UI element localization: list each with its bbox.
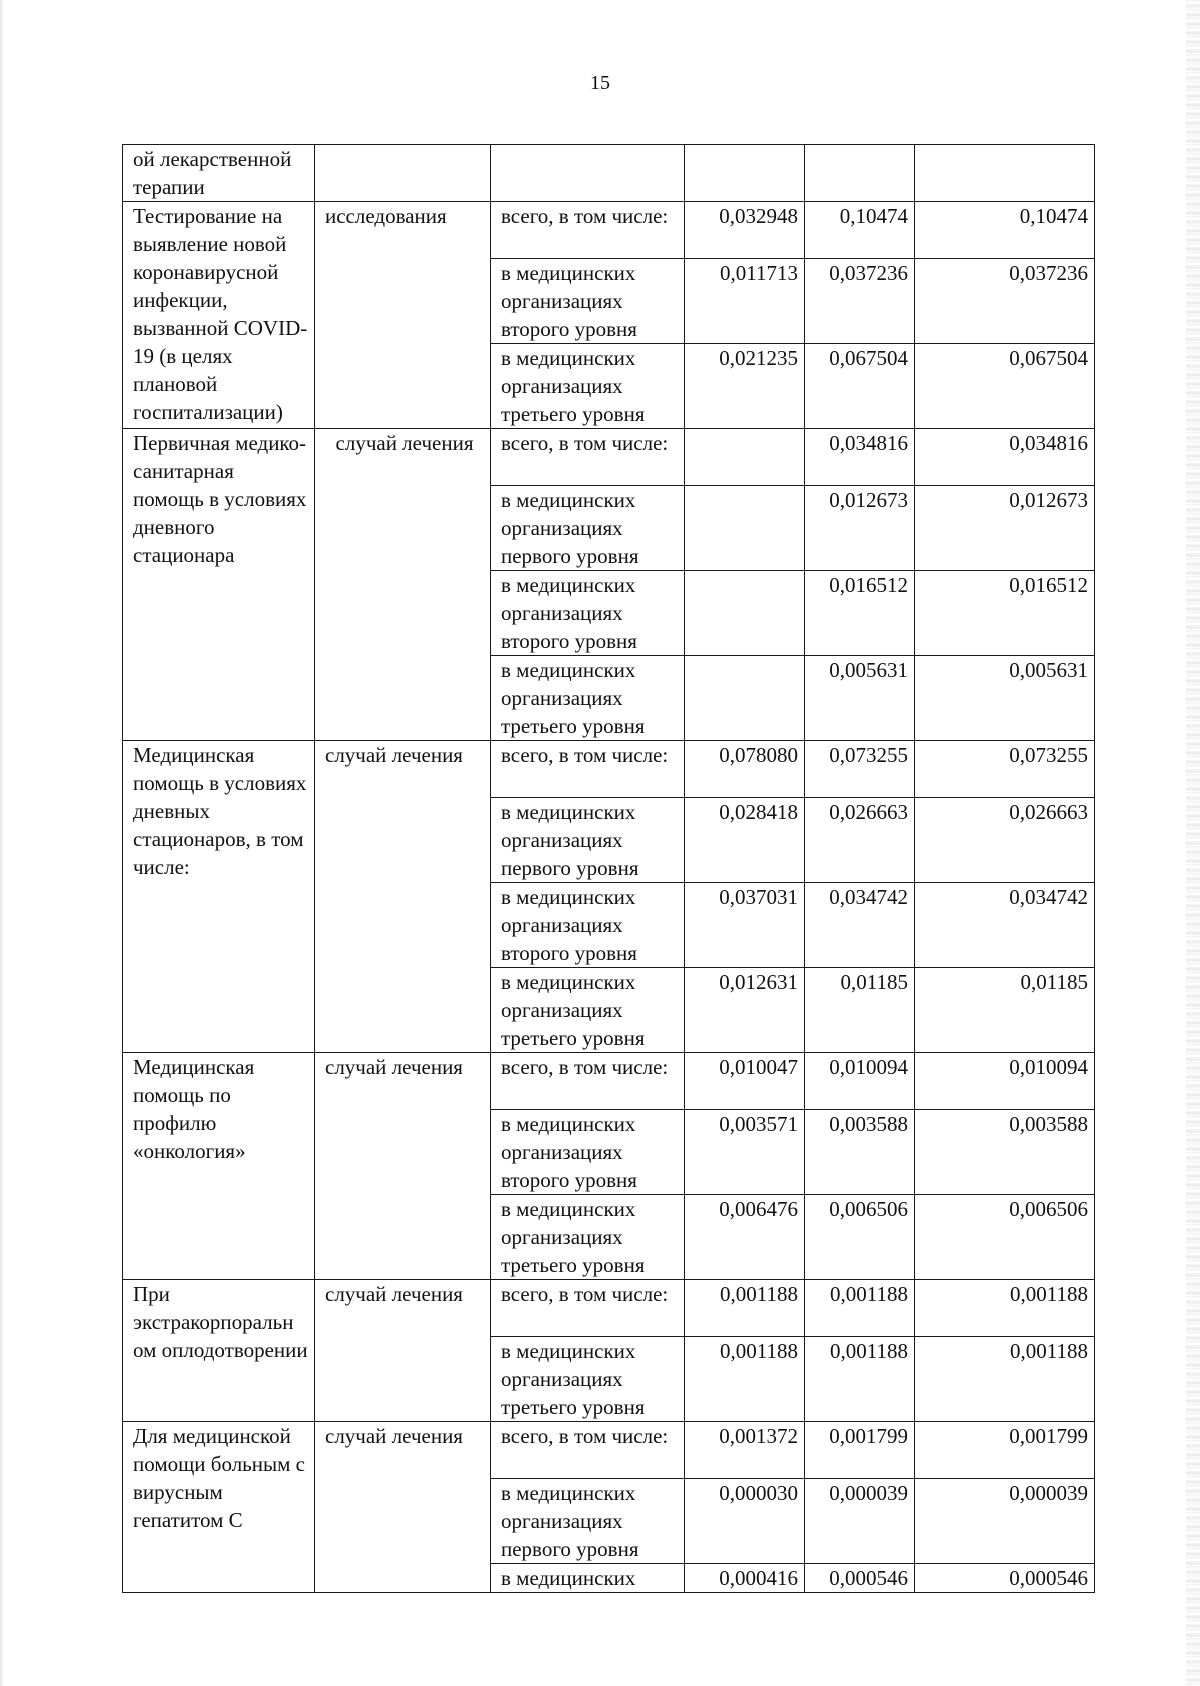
value-cell: 0,073255 xyxy=(915,741,1095,798)
value-cell: 0,000030 xyxy=(685,1479,805,1564)
value-cell: 0,034742 xyxy=(915,883,1095,968)
metric-label: в медицинских организациях первого уровня xyxy=(491,798,685,883)
value-cell: 0,000039 xyxy=(915,1479,1095,1564)
table-row xyxy=(123,202,1095,259)
unit-cell: случай лечения xyxy=(315,429,491,741)
value-cell: 0,001188 xyxy=(915,1337,1095,1422)
section-name: При экстракорпоральн ом оплодотворении xyxy=(123,1280,315,1422)
value-cell: 0,026663 xyxy=(805,798,915,883)
value-cell: 0,006476 xyxy=(685,1195,805,1280)
table-row xyxy=(123,1422,1095,1479)
value-cell: 0,003588 xyxy=(805,1110,915,1195)
unit-cell: исследования xyxy=(315,202,491,429)
scan-edge-right xyxy=(1186,0,1200,1686)
value-cell: 0,028418 xyxy=(685,798,805,883)
value-cell: 0,000416 xyxy=(685,1564,805,1593)
metric-label xyxy=(491,145,685,202)
metric-label: в медицинских организациях второго уровня xyxy=(491,259,685,344)
unit-cell: случай лечения xyxy=(315,1053,491,1280)
section-name: ой лекарственной терапии xyxy=(123,145,315,202)
value-cell: 0,067504 xyxy=(805,344,915,429)
value-cell: 0,006506 xyxy=(805,1195,915,1280)
value-cell: 0,034816 xyxy=(805,429,915,486)
metric-label: всего, в том числе: xyxy=(491,1053,685,1110)
section-name: Медицинская помощь в условиях дневных стационаров, в том числе: xyxy=(123,741,315,1053)
value-cell: 0,078080 xyxy=(685,741,805,798)
metric-label: в медицинских организациях второго уровня xyxy=(491,571,685,656)
section-name: Первичная медико-санитарная помощь в условиях дневного стационара xyxy=(123,429,315,741)
unit-cell: случай лечения xyxy=(315,1280,491,1422)
norms-table xyxy=(122,144,1095,1593)
value-cell: 0,037236 xyxy=(805,259,915,344)
value-cell: 0,001188 xyxy=(685,1337,805,1422)
section-name: Медицинская помощь по профилю «онкология» xyxy=(123,1053,315,1280)
table-row xyxy=(123,145,1095,202)
value-cell: 0,01185 xyxy=(805,968,915,1053)
metric-label: в медицинских организациях третьего уровня xyxy=(491,1337,685,1422)
value-cell: 0,012673 xyxy=(915,486,1095,571)
value-cell: 0,010094 xyxy=(915,1053,1095,1110)
table-row xyxy=(123,1053,1095,1110)
metric-label: в медицинских организациях третьего уровня xyxy=(491,656,685,741)
value-cell: 0,005631 xyxy=(805,656,915,741)
value-cell: 0,016512 xyxy=(915,571,1095,656)
metric-label: в медицинских организациях третьего уровня xyxy=(491,1195,685,1280)
metric-label: в медицинских организациях первого уровня xyxy=(491,486,685,571)
metric-label: всего, в том числе: xyxy=(491,429,685,486)
value-cell xyxy=(915,145,1095,202)
section-name: Для медицинской помощи больным с вирусным гепатитом С xyxy=(123,1422,315,1593)
value-cell: 0,10474 xyxy=(805,202,915,259)
value-cell xyxy=(805,145,915,202)
value-cell: 0,021235 xyxy=(685,344,805,429)
metric-label: в медицинских организациях третьего уровня xyxy=(491,968,685,1053)
value-cell: 0,034742 xyxy=(805,883,915,968)
page-number: 15 xyxy=(590,72,610,94)
metric-label: всего, в том числе: xyxy=(491,202,685,259)
metric-label: всего, в том числе: xyxy=(491,741,685,798)
value-cell: 0,000039 xyxy=(805,1479,915,1564)
metric-label: в медицинских организациях первого уровня xyxy=(491,1479,685,1564)
value-cell: 0,026663 xyxy=(915,798,1095,883)
unit-cell: случай лечения xyxy=(315,741,491,1053)
scan-edge-left xyxy=(0,0,4,1686)
value-cell xyxy=(685,656,805,741)
value-cell: 0,001188 xyxy=(685,1280,805,1337)
value-cell: 0,037031 xyxy=(685,883,805,968)
metric-label: в медицинских организациях второго уровня xyxy=(491,1110,685,1195)
value-cell: 0,001188 xyxy=(805,1280,915,1337)
value-cell: 0,005631 xyxy=(915,656,1095,741)
value-cell xyxy=(685,486,805,571)
value-cell: 0,001372 xyxy=(685,1422,805,1479)
value-cell: 0,001188 xyxy=(805,1337,915,1422)
value-cell: 0,067504 xyxy=(915,344,1095,429)
metric-label: всего, в том числе: xyxy=(491,1280,685,1337)
value-cell: 0,016512 xyxy=(805,571,915,656)
value-cell: 0,032948 xyxy=(685,202,805,259)
value-cell: 0,000546 xyxy=(805,1564,915,1593)
value-cell: 0,012673 xyxy=(805,486,915,571)
unit-cell xyxy=(315,145,491,202)
value-cell: 0,003588 xyxy=(915,1110,1095,1195)
value-cell: 0,012631 xyxy=(685,968,805,1053)
value-cell: 0,034816 xyxy=(915,429,1095,486)
value-cell xyxy=(685,145,805,202)
section-name: Тестирование на выявление новой коронавирусной инфекции, вызванной COVID-19 (в целях плановой госпитализации) xyxy=(123,202,315,429)
value-cell: 0,010047 xyxy=(685,1053,805,1110)
value-cell: 0,001799 xyxy=(915,1422,1095,1479)
value-cell: 0,006506 xyxy=(915,1195,1095,1280)
value-cell: 0,001188 xyxy=(915,1280,1095,1337)
value-cell: 0,073255 xyxy=(805,741,915,798)
metric-label: в медицинских организациях второго уровня xyxy=(491,883,685,968)
metric-label: в медицинских xyxy=(491,1564,685,1593)
value-cell: 0,000546 xyxy=(915,1564,1095,1593)
value-cell: 0,003571 xyxy=(685,1110,805,1195)
value-cell: 0,001799 xyxy=(805,1422,915,1479)
metric-label: в медицинских организациях третьего уровня xyxy=(491,344,685,429)
value-cell xyxy=(685,571,805,656)
value-cell: 0,10474 xyxy=(915,202,1095,259)
table-row xyxy=(123,1280,1095,1337)
unit-cell: случай лечения xyxy=(315,1422,491,1593)
table-row xyxy=(123,741,1095,798)
value-cell: 0,01185 xyxy=(915,968,1095,1053)
table-row xyxy=(123,429,1095,486)
metric-label: всего, в том числе: xyxy=(491,1422,685,1479)
value-cell: 0,010094 xyxy=(805,1053,915,1110)
value-cell: 0,011713 xyxy=(685,259,805,344)
value-cell: 0,037236 xyxy=(915,259,1095,344)
value-cell xyxy=(685,429,805,486)
